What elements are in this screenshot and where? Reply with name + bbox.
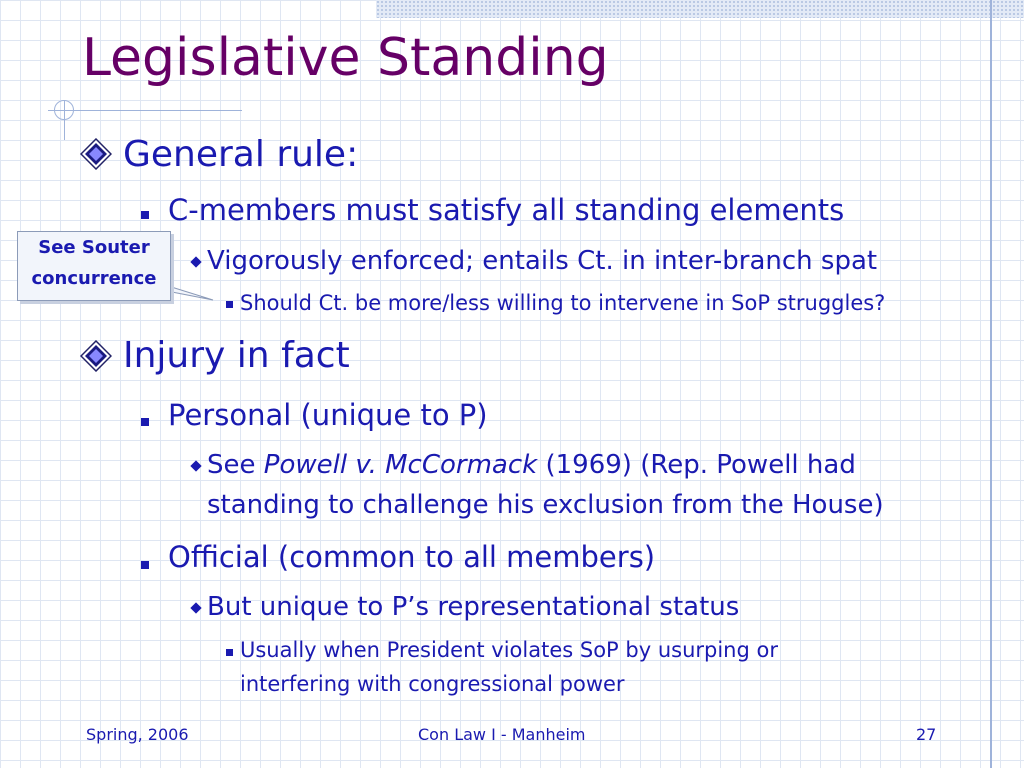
diamond-small-bullet-icon: [190, 602, 201, 613]
callout-line-2: concurrence: [31, 268, 157, 289]
bullet-usually-continued: interfering with congressional power: [240, 672, 625, 696]
footer-date: Spring, 2006: [86, 725, 189, 744]
bullet-personal: Personal (unique to P): [168, 398, 488, 432]
see-text: See: [207, 450, 264, 480]
footer-page-number: 27: [916, 725, 937, 744]
bullet-injury-in-fact: Injury in fact: [123, 335, 350, 376]
bullet-c-members: C-members must satisfy all standing elements: [168, 193, 845, 227]
diamond-small-bullet-icon: [190, 460, 201, 471]
case-name: Powell v. McCormack: [263, 450, 538, 480]
bullet-see-powell: [207, 450, 856, 480]
bullet-usually: Usually when President violates SoP by usurping or: [240, 638, 778, 662]
bullet-vigorously: Vigorously enforced; entails Ct. in inter-branch spat: [207, 246, 878, 276]
callout-see-souter: [17, 231, 171, 301]
footer-course: Con Law I - Manheim: [418, 725, 586, 744]
bullet-but-unique: But unique to P’s representational status: [207, 592, 740, 622]
header-dotted-band: [376, 0, 1024, 18]
square-bullet-icon: [226, 649, 233, 656]
slide-title: Legislative Standing: [82, 28, 609, 88]
square-bullet-icon: [141, 418, 149, 426]
bullet-official: Official (common to all members): [168, 540, 656, 574]
diamond-bullet-icon: [80, 340, 112, 372]
square-bullet-icon: [141, 561, 149, 569]
case-details: (1969) (Rep. Powell had: [537, 450, 856, 480]
vertical-rule-right: [990, 0, 992, 768]
bullet-should-ct: Should Ct. be more/less willing to intervene in SoP struggles?: [240, 291, 886, 315]
bullet-general-rule: General rule:: [123, 134, 359, 175]
callout-line-1: See Souter: [38, 237, 150, 258]
bullet-see-powell-continued: standing to challenge his exclusion from the House): [207, 490, 884, 520]
